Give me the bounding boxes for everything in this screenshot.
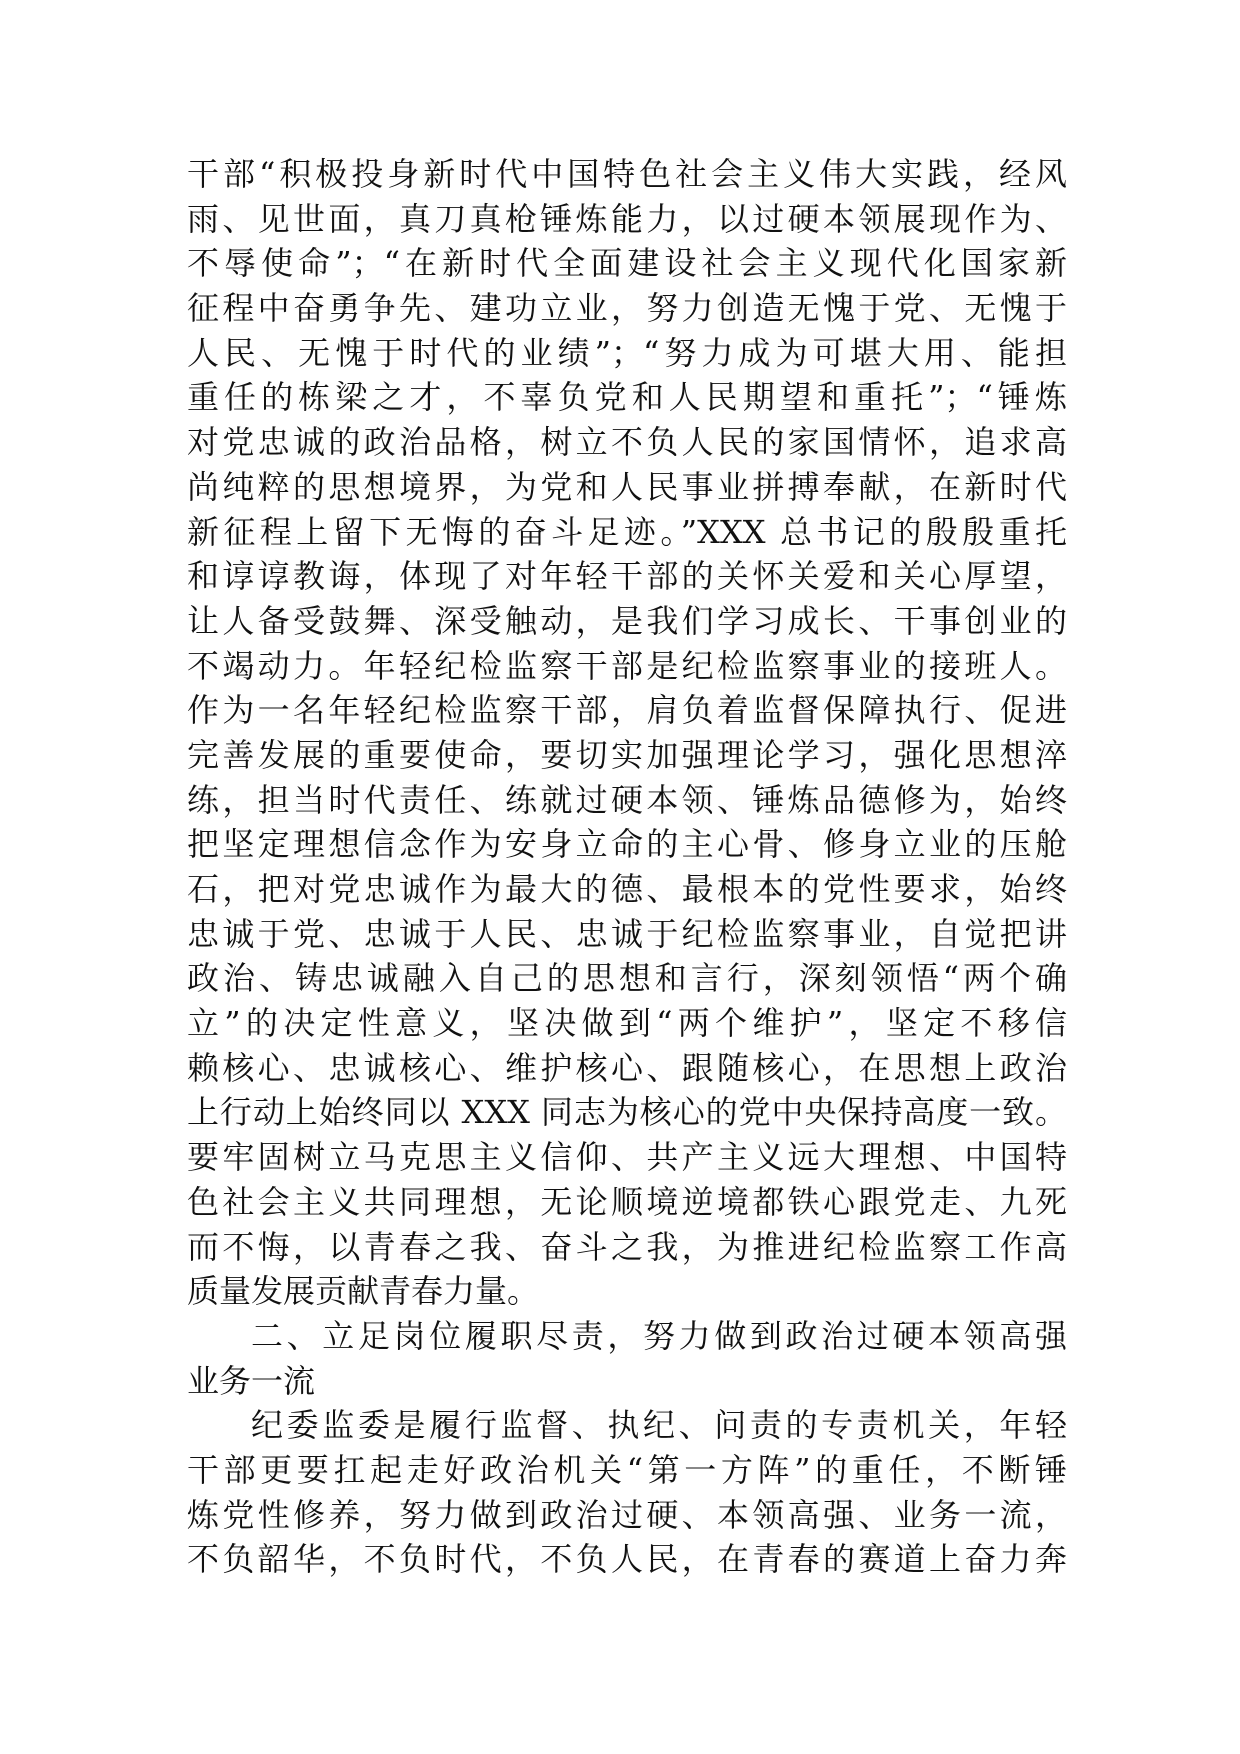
text-line: 完善发展的重要使命，要切实加强理论学习，强化思想淬 xyxy=(187,735,1067,774)
text-line: 纪委监委是履行监督、执纪、问责的专责机关，年轻 xyxy=(251,1406,1067,1445)
text-line: 和谆谆教诲，体现了对年轻干部的关怀关爱和关心厚望， xyxy=(187,557,1067,596)
text-line: 让人备受鼓舞、深受触动，是我们学习成长、干事创业的 xyxy=(187,601,1067,640)
text-line: 重任的栋梁之才，不辜负党和人民期望和重托”；“锤炼 xyxy=(187,378,1067,417)
text-line: 忠诚于党、忠诚于人民、忠诚于纪检监察事业，自觉把讲 xyxy=(187,914,1067,953)
section-heading-line: 二、立足岗位履职尽责，努力做到政治过硬本领高强 xyxy=(251,1316,1067,1355)
text-line: 上行动上始终同以 XXX 同志为核心的党中央保持高度一致。 xyxy=(187,1093,1067,1132)
text-line: 干部“积极投身新时代中国特色社会主义伟大实践，经风 xyxy=(187,155,1067,193)
text-line: 对党忠诚的政治品格，树立不负人民的家国情怀，追求高 xyxy=(187,423,1067,462)
text-line: 不负韶华，不负时代，不负人民，在青春的赛道上奋力奔 xyxy=(187,1540,1067,1579)
text-line: 而不悔，以青春之我、奋斗之我，为推进纪检监察工作高 xyxy=(187,1227,1067,1266)
text-line: 炼党性修养，努力做到政治过硬、本领高强、业务一流， xyxy=(187,1495,1067,1534)
text-line: 石，把对党忠诚作为最大的德、最根本的党性要求，始终 xyxy=(187,870,1067,908)
text-line: 要牢固树立马克思主义信仰、共产主义远大理想、中国特 xyxy=(187,1138,1067,1177)
text-line: 尚纯粹的思想境界，为党和人民事业拼搏奉献，在新时代 xyxy=(187,467,1067,506)
text-line: 人民、无愧于时代的业绩”；“努力成为可堪大用、能担 xyxy=(187,333,1067,372)
text-line: 干部更要扛起走好政治机关“第一方阵”的重任，不断锤 xyxy=(187,1450,1067,1489)
text-line: 征程中奋勇争先、建功立业，努力创造无愧于党、无愧于 xyxy=(187,289,1067,328)
text-line: 雨、见世面，真刀真枪锤炼能力，以过硬本领展现作为、 xyxy=(187,199,1067,238)
text-line: 色社会主义共同理想，无论顺境逆境都铁心跟党走、九死 xyxy=(187,1182,1067,1221)
text-line: 质量发展贡献青春力量。 xyxy=(187,1272,540,1311)
text-line: 政治、铸忠诚融入自己的思想和言行，深刻领悟“两个确 xyxy=(187,959,1067,998)
body-text xyxy=(187,152,1067,1582)
section-heading-line: 业务一流 xyxy=(187,1361,316,1400)
text-line: 把坚定理想信念作为安身立命的主心骨、修身立业的压舱 xyxy=(187,825,1067,864)
text-line: 赖核心、忠诚核心、维护核心、跟随核心，在思想上政治 xyxy=(187,1048,1067,1087)
text-line: 新征程上留下无悔的奋斗足迹。”XXX 总书记的殷殷重托 xyxy=(187,512,1067,551)
text-line: 不辱使命”；“在新时代全面建设社会主义现代化国家新 xyxy=(187,244,1067,283)
text-line: 不竭动力。年轻纪检监察干部是纪检监察事业的接班人。 xyxy=(187,646,1067,685)
text-line: 作为一名年轻纪检监察干部，肩负着监督保障执行、促进 xyxy=(187,691,1067,730)
text-line: 立”的决定性意义，坚决做到“两个维护”，坚定不移信 xyxy=(187,1004,1067,1043)
text-line: 练，担当时代责任、练就过硬本领、锤炼品德修为，始终 xyxy=(187,780,1067,819)
